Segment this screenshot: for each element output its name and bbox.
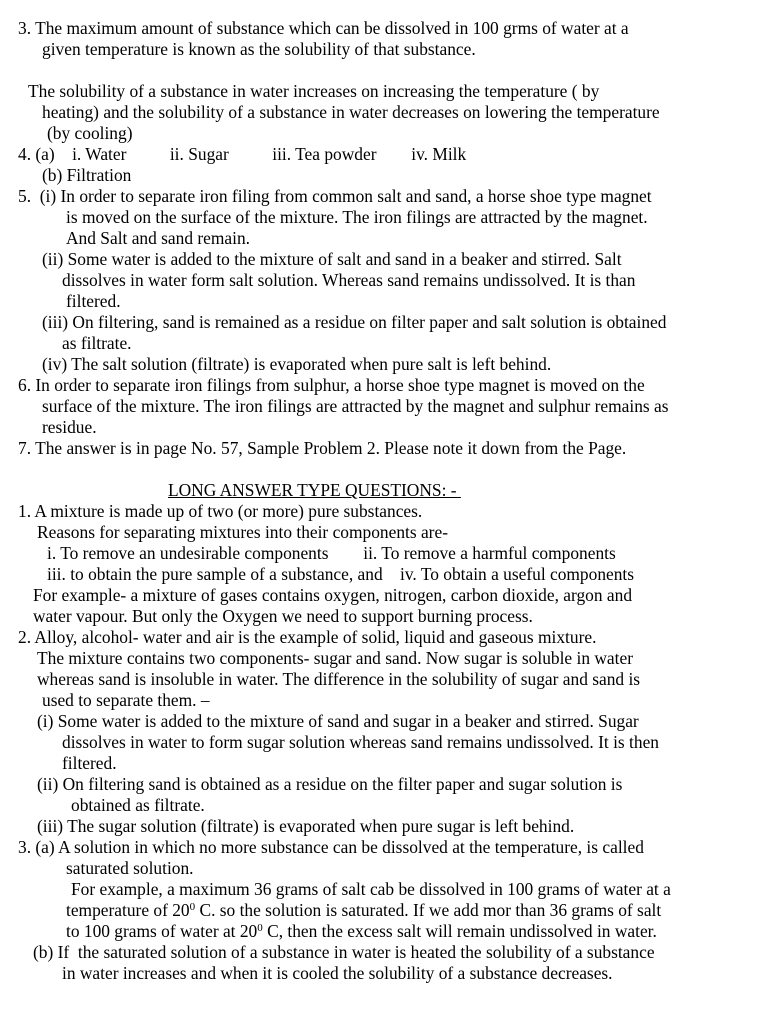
degree-superscript: 0 [189,901,196,913]
text-line: Reasons for separating mixtures into their components are- [37,522,448,542]
text-line: (iv) The salt solution (filtrate) is evaporated when pure salt is left behind. [42,354,552,374]
text-line: The mixture contains two components- sugar and sand. Now sugar is soluble in water [37,648,633,668]
text-line: obtained as filtrate. [71,795,205,815]
text-line: dissolves in water form salt solution. Whereas sand remains undissolved. It is than [62,270,636,290]
text-line: (iii) The sugar solution (filtrate) is evaporated when pure sugar is left behind. [37,816,575,836]
text-line: residue. [42,417,97,437]
text-line: used to separate them. – [42,690,210,710]
text-line: (b) If the saturated solution of a substance in water is heated the solubility of a substance [33,942,655,962]
text-line: And Salt and sand remain. [66,228,251,248]
text-line: 3. The maximum amount of substance which can be dissolved in 100 grms of water at a [18,18,629,38]
text-line: 6. In order to separate iron filings from sulphur, a horse shoe type magnet is moved on the [18,375,645,395]
text-line: (i) Some water is added to the mixture of sand and sugar in a beaker and stirred. Sugar [37,711,639,731]
text-line: 5. (i) In order to separate iron filing from common salt and sand, a horse shoe type magnet [18,186,652,206]
text-line: (ii) Some water is added to the mixture of salt and sand in a beaker and stirred. Salt [42,249,622,269]
text-line: whereas sand is insoluble in water. The difference in the solubility of sugar and sand is [37,669,641,689]
text-line: (ii) On filtering sand is obtained as a residue on the filter paper and sugar solution is [37,774,623,794]
text-line: filtered. [62,753,117,773]
text-line: water vapour. But only the Oxygen we need to support burning process. [33,606,533,626]
text-line: dissolves in water to form sugar solution whereas sand remains undissolved. It is then [62,732,659,752]
section-heading: LONG ANSWER TYPE QUESTIONS: - [168,480,461,500]
text-line: heating) and the solubility of a substance in water decreases on lowering the temperature [42,102,660,122]
text-line: (by cooling) [47,123,133,143]
text-line: iii. to obtain the pure sample of a substance, and iv. To obtain a useful components [47,564,635,584]
text-line: The solubility of a substance in water increases on increasing the temperature ( by [28,81,600,101]
text-line: 3. (a) A solution in which no more substance can be dissolved at the temperature, is called [18,837,644,857]
degree-superscript: 0 [257,922,263,934]
text-line: surface of the mixture. The iron filings are attracted by the magnet and sulphur remains as [42,396,669,416]
text-line: 4. (a) i. Water ii. Sugar iii. Tea powder iv. Milk [18,144,467,164]
text-line: 7. The answer is in page No. 57, Sample Problem 2. Please note it down from the Page. [18,438,627,458]
text-line: 1. A mixture is made up of two (or more) pure substances. [18,501,423,521]
text-line: saturated solution. [66,858,194,878]
text-line: i. To remove an undesirable components ii. To remove a harmful components [47,543,616,563]
text-line: For example, a maximum 36 grams of salt cab be dissolved in 100 grams of water at a [71,879,671,899]
text-line: (b) Filtration [42,165,132,185]
text-line: 2. Alloy, alcohol- water and air is the example of solid, liquid and gaseous mixture. [18,627,597,647]
text-line: as filtrate. [62,333,132,353]
text-line: (iii) On filtering, sand is remained as a residue on filter paper and salt solution is obtained [42,312,667,332]
text-line: filtered. [66,291,121,311]
text-line: is moved on the surface of the mixture. The iron filings are attracted by the magnet. [66,207,648,227]
text-line: For example- a mixture of gases contains oxygen, nitrogen, carbon dioxide, argon and [33,585,633,605]
text-line: given temperature is known as the solubility of that substance. [42,39,476,59]
text-line: in water increases and when it is cooled the solubility of a substance decreases. [62,963,613,983]
text-line: to 100 grams of water at $20^0$ C, then the excess salt will remain undissolved in water. [66,921,657,941]
text-line: temperature of $20^0$ C. so the solution is saturated. If we add mor than 36 grams of salt [66,900,662,920]
